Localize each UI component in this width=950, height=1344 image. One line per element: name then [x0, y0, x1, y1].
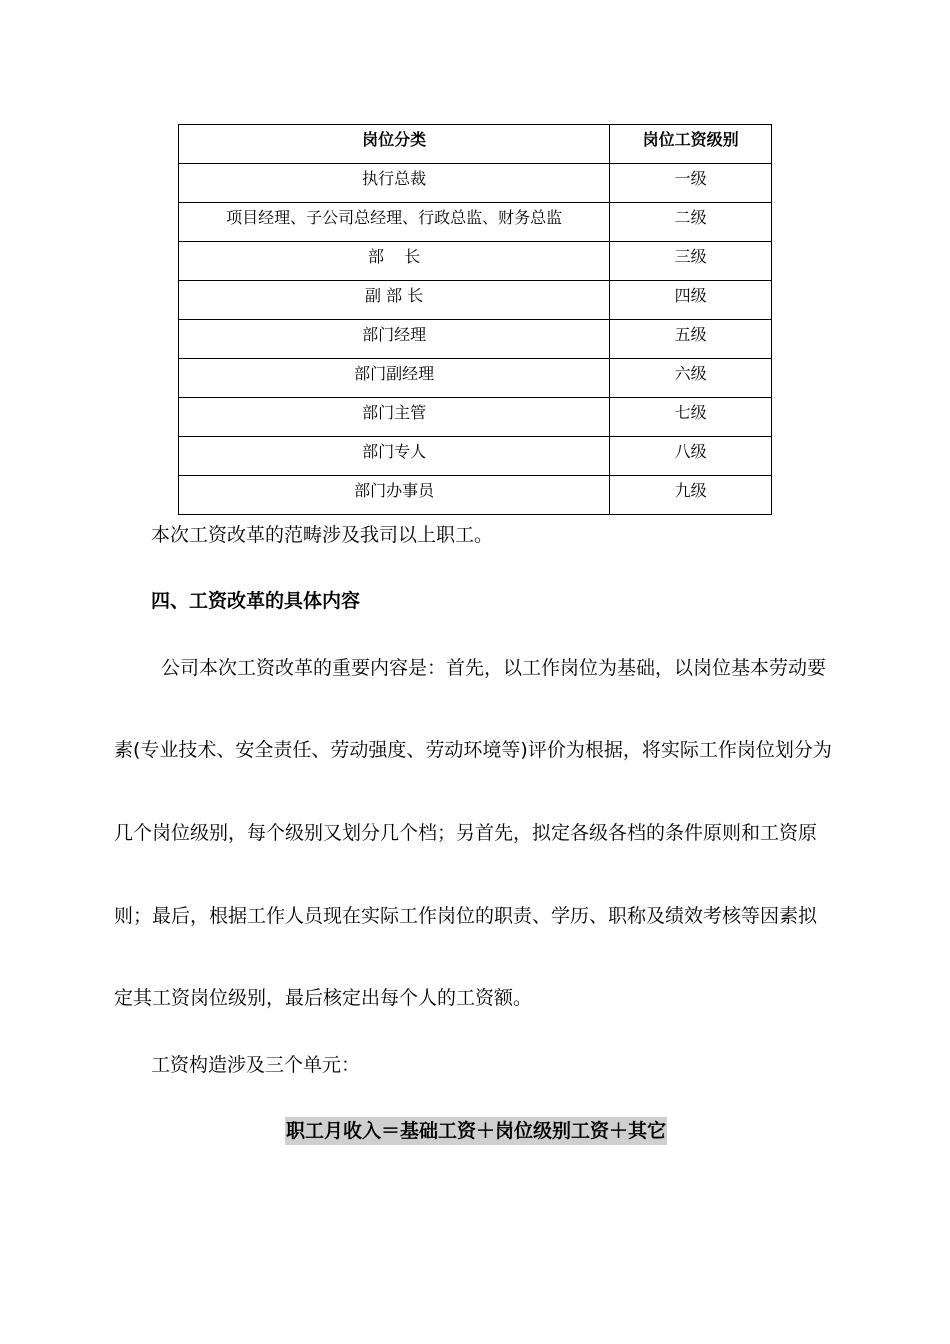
table-row — [179, 164, 772, 203]
table-row — [179, 203, 772, 242]
table-row — [179, 281, 772, 320]
position-cell: 部门办事员 — [179, 476, 610, 515]
position-grade-table — [178, 124, 772, 515]
section-heading: 四、工资改革的具体内容 — [151, 590, 361, 612]
grade-cell: 二级 — [610, 203, 772, 242]
paragraph-line: 公司本次工资改革的重要内容是：首先，以工作岗位为基础，以岗位基本劳动要 — [161, 657, 827, 679]
grade-cell: 六级 — [610, 359, 772, 398]
table-row — [179, 437, 772, 476]
grade-cell: 五级 — [610, 320, 772, 359]
table-header-row — [179, 125, 772, 164]
table-row — [179, 242, 772, 281]
position-cell: 部门经理 — [179, 320, 610, 359]
table-row — [179, 359, 772, 398]
grade-cell: 九级 — [610, 476, 772, 515]
position-cell: 部门副经理 — [179, 359, 610, 398]
salary-formula: 职工月收入＝基础工资＋岗位级别工资＋其它 — [285, 1117, 667, 1145]
scope-sentence: 本次工资改革的范畴涉及我司以上职工。 — [151, 524, 494, 546]
header-salary-grade: 岗位工资级别 — [610, 125, 772, 164]
table-row — [179, 398, 772, 437]
position-cell: 部门专人 — [179, 437, 610, 476]
grade-cell: 七级 — [610, 398, 772, 437]
grade-cell: 一级 — [610, 164, 772, 203]
paragraph-line: 几个岗位级别，每个级别又划分几个档；另首先，拟定各级各档的条件原则和工资原 — [114, 822, 818, 844]
position-cell: 执行总裁 — [179, 164, 610, 203]
paragraph-line: 则；最后，根据工作人员现在实际工作岗位的职责、学历、职称及绩效考核等因素拟 — [114, 905, 818, 927]
grade-cell: 四级 — [610, 281, 772, 320]
paragraph-line: 定其工资岗位级别，最后核定出每个人的工资额。 — [114, 987, 533, 1009]
structure-intro: 工资构造涉及三个单元： — [151, 1054, 361, 1076]
header-position-category: 岗位分类 — [179, 125, 610, 164]
grade-cell: 八级 — [610, 437, 772, 476]
table-row — [179, 320, 772, 359]
position-cell: 部门主管 — [179, 398, 610, 437]
position-cell: 项目经理、子公司总经理、行政总监、财务总监 — [179, 203, 610, 242]
position-cell: 副 部 长 — [179, 281, 610, 320]
grade-cell: 三级 — [610, 242, 772, 281]
paragraph-line: 素(专业技术、安全责任、劳动强度、劳动环境等)评价为根据，将实际工作岗位划分为 — [114, 739, 832, 761]
position-cell: 部 长 — [179, 242, 610, 281]
table-row — [179, 476, 772, 515]
